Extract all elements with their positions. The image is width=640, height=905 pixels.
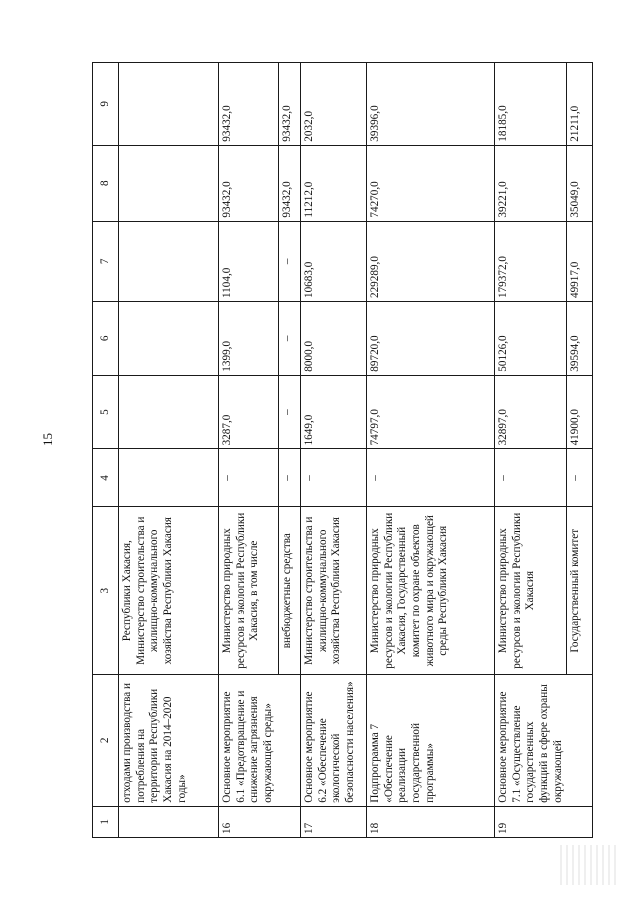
table-header-row	[93, 63, 119, 838]
header-cell: 7	[93, 221, 119, 301]
row-number-cell: 16	[219, 806, 301, 837]
table-row	[301, 63, 367, 838]
header-cell: 6	[93, 302, 119, 376]
value-cell: 179372,0	[495, 221, 567, 301]
funding-source-cell: внебюджетные средства	[279, 507, 301, 675]
value-cell: 39396,0	[367, 63, 495, 146]
value-cell: 1104,0	[219, 221, 279, 301]
value-cell: –	[279, 302, 301, 376]
row-number-cell: 18	[367, 806, 495, 837]
value-cell: –	[301, 449, 367, 507]
value-cell	[119, 145, 219, 221]
value-cell: 1399,0	[219, 302, 279, 376]
event-name-cell: Основное мероприятие 6.2 «Обеспечение экологической безопасности населения»	[301, 674, 367, 806]
value-cell	[119, 449, 219, 507]
value-cell: 50126,0	[495, 302, 567, 376]
value-cell: 11212,0	[301, 145, 367, 221]
value-cell: 93432,0	[279, 63, 301, 146]
table-row	[119, 63, 219, 838]
value-cell: 93432,0	[219, 145, 279, 221]
value-cell: 1649,0	[301, 375, 367, 449]
executor-cell: Министерство природных ресурсов и экологии Республики Хакасия, Государственный комитет по охране объектов животного мира и окружающей среды Республики Хакасия	[367, 507, 495, 675]
value-cell: 39221,0	[495, 145, 567, 221]
event-name-cell: Основное мероприятие 6.1 «Предотвращение и снижение загрязнения окружающей среды»	[219, 674, 301, 806]
value-cell: 229289,0	[367, 221, 495, 301]
value-cell	[119, 63, 219, 146]
value-cell: –	[567, 449, 593, 507]
value-cell: –	[495, 449, 567, 507]
table-row	[367, 63, 495, 838]
value-cell: –	[279, 375, 301, 449]
header-cell: 1	[93, 806, 119, 837]
value-cell: 93432,0	[219, 63, 279, 146]
value-cell: 49917,0	[567, 221, 593, 301]
executor-cell: Министерство строительства и жилищно-коммунального хозяйства Республики Хакасия	[301, 507, 367, 675]
header-cell: 4	[93, 449, 119, 507]
value-cell: 21211,0	[567, 63, 593, 146]
value-cell: 89720,0	[367, 302, 495, 376]
value-cell: –	[219, 449, 279, 507]
header-cell: 5	[93, 375, 119, 449]
executor-cell: Государственный комитет	[567, 507, 593, 675]
row-number-cell: 19	[495, 806, 593, 837]
header-cell: 8	[93, 145, 119, 221]
value-cell: 39594,0	[567, 302, 593, 376]
value-cell: –	[279, 449, 301, 507]
executor-cell: Республики Хакасия, Министерство строительства и жилищно-коммунального хозяйства Республики Хакасия	[119, 507, 219, 675]
scan-artifact	[560, 845, 620, 885]
value-cell: 74270,0	[367, 145, 495, 221]
value-cell: 10683,0	[301, 221, 367, 301]
value-cell: 18185,0	[495, 63, 567, 146]
event-name-cell: отходами производства и потребления на территории Республики Хакасия на 2014–2020 годы»	[119, 674, 219, 806]
value-cell	[119, 375, 219, 449]
value-cell: 32897,0	[495, 375, 567, 449]
value-cell: 3287,0	[219, 375, 279, 449]
rotated-table-container	[92, 62, 592, 838]
value-cell: 93432,0	[279, 145, 301, 221]
executor-cell: Министерство природных ресурсов и экологии Республики Хакасия	[495, 507, 567, 675]
value-cell: 41900,0	[567, 375, 593, 449]
event-name-cell: Подпрограмма 7 «Обеспечение реализации государственной программы»	[367, 674, 495, 806]
table-row	[219, 63, 279, 838]
header-cell: 2	[93, 674, 119, 806]
value-cell: 35049,0	[567, 145, 593, 221]
value-cell: 74797,0	[367, 375, 495, 449]
value-cell: –	[367, 449, 495, 507]
page-number: 15	[40, 433, 55, 446]
budget-table	[92, 62, 593, 838]
header-cell: 3	[93, 507, 119, 675]
event-name-cell: Основное мероприятие 7.1 «Осуществление государственных функций в сфере охраны окружающей	[495, 674, 593, 806]
executor-cell: Министерство природных ресурсов и экологии Республики Хакасия, в том числе	[219, 507, 279, 675]
value-cell	[119, 302, 219, 376]
value-cell	[119, 221, 219, 301]
value-cell: –	[279, 221, 301, 301]
row-number-cell: 17	[301, 806, 367, 837]
header-cell: 9	[93, 63, 119, 146]
row-number-cell	[119, 806, 219, 837]
value-cell: 8000,0	[301, 302, 367, 376]
table-row	[495, 63, 567, 838]
value-cell: 2032,0	[301, 63, 367, 146]
